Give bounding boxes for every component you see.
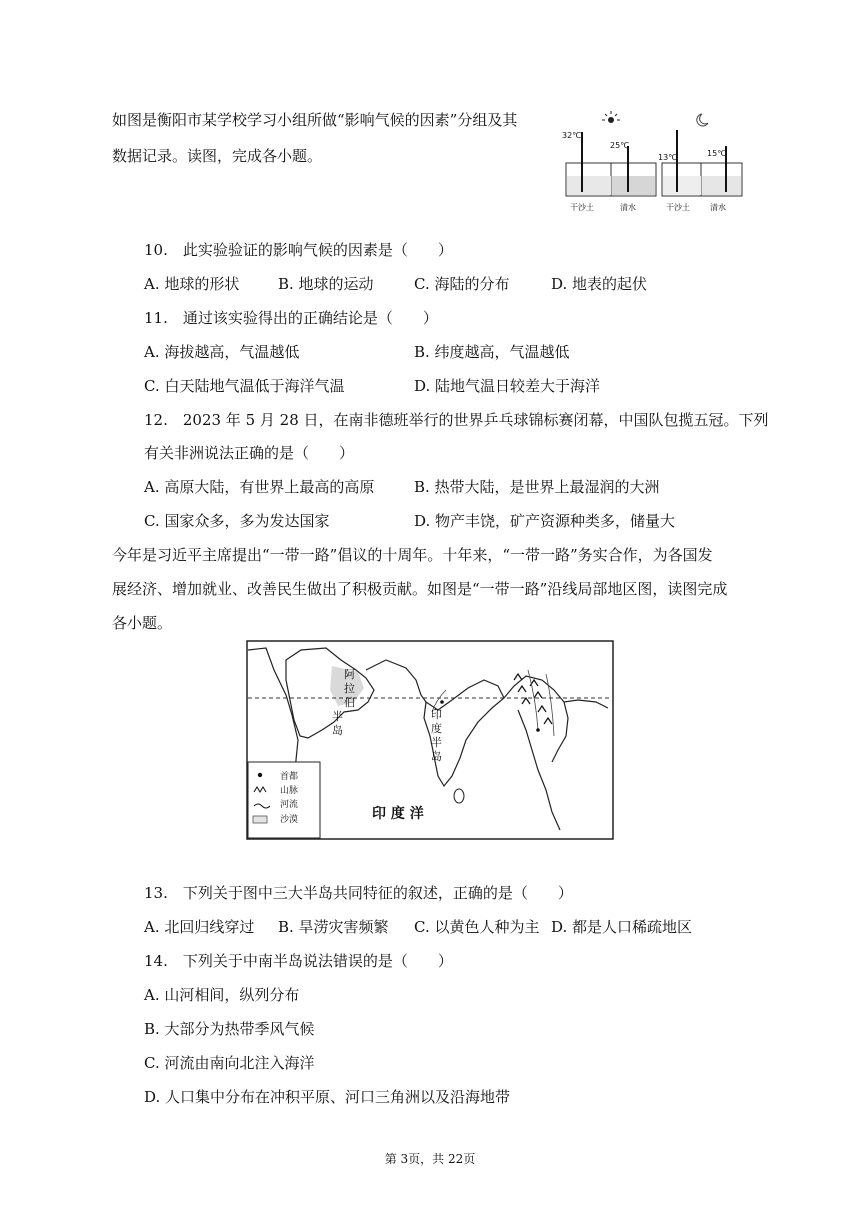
question-13-option-c: C. 以黄色人种为主 [414, 918, 540, 936]
capital-marker [536, 728, 540, 732]
intro-paragraph-2-line-2: 展经济、增加就业、改善民生做出了积极贡献。如图是“一带一路”沿线局部地区图，读图完成 [112, 580, 728, 598]
question-13-option-a: A. 北回归线穿过 [144, 918, 255, 936]
container-label: 清水 [710, 203, 726, 212]
legend-label: 首都 [280, 772, 299, 782]
question-10-option-d: D. 地表的起伏 [551, 275, 648, 293]
question-13-option-b: B. 旱涝灾害频繁 [278, 918, 389, 936]
question-11-option-b: B. 纬度越高，气温越低 [414, 343, 570, 361]
question-10-option-a: A. 地球的形状 [144, 275, 240, 293]
question-10-stem: 10. 此实验验证的影响气候的因素是（ ） [144, 241, 453, 259]
question-10-option-c: C. 海陆的分布 [414, 275, 510, 293]
temp-label: 13℃ [658, 153, 678, 162]
label-arabian-peninsula: 阿 拉 伯 半 岛 [332, 668, 355, 737]
question-13-stem: 13. 下列关于图中三大半岛共同特征的叙述，正确的是（ ） [144, 884, 573, 902]
question-11-option-a: A. 海拔越高，气温越低 [144, 343, 300, 361]
question-12-option-d: D. 物产丰饶，矿产资源种类多，储量大 [414, 512, 676, 530]
container-label: 干沙土 [570, 203, 594, 212]
legend-label: 河流 [280, 800, 299, 810]
temp-label: 25℃ [610, 141, 630, 150]
question-10-option-b: B. 地球的运动 [278, 275, 374, 293]
temp-label: 32℃ [562, 131, 582, 140]
question-14-stem: 14. 下列关于中南半岛说法错误的是（ ） [144, 952, 453, 970]
sun-icon [608, 117, 614, 123]
experiment-figure [558, 108, 748, 223]
page-footer [0, 1150, 860, 1167]
legend-desert-icon [253, 816, 267, 823]
question-12-option-c: C. 国家众多，多为发达国家 [144, 512, 330, 530]
question-11-option-c: C. 白天陆地气温低于海洋气温 [144, 377, 345, 395]
capital-marker [440, 700, 444, 704]
page-number: 第 3页，共 22页 [384, 1152, 476, 1166]
label-indian-peninsula: 印 度 半 岛 [431, 708, 442, 763]
intro-paragraph-2-line-1: 今年是习近平主席提出“一带一路”倡议的十周年。十年来，“一带一路”务实合作，为各国发 [112, 546, 713, 564]
question-11-stem: 11. 通过该实验得出的正确结论是（ ） [144, 309, 438, 327]
question-14-option-b: B. 大部分为热带季风气候 [144, 1020, 315, 1038]
question-14-option-a: A. 山河相间，纵列分布 [144, 986, 300, 1004]
container-label: 清水 [620, 203, 636, 212]
belt-and-road-map [246, 640, 614, 840]
question-14-option-d: D. 人口集中分布在冲积平原、河口三角洲以及沿海地带 [144, 1088, 511, 1106]
legend-label: 山脉 [280, 786, 299, 796]
container-label: 干沙土 [666, 203, 690, 212]
intro-paragraph-1-line-2: 数据记录。读图，完成各小题。 [112, 147, 323, 165]
question-13-option-d: D. 都是人口稀疏地区 [551, 918, 693, 936]
intro-paragraph-2-line-3: 各小题。 [112, 614, 173, 632]
moon-icon [697, 114, 708, 126]
question-11-option-d: D. 陆地气温日较差大于海洋 [414, 377, 601, 395]
legend-capital-icon [258, 773, 262, 777]
question-12-option-a: A. 高原大陆，有世界上最高的高原 [144, 478, 375, 496]
temp-label: 15℃ [707, 149, 727, 158]
question-14-option-c: C. 河流由南向北注入海洋 [144, 1054, 315, 1072]
label-indian-ocean: 印 度 洋 [372, 806, 424, 822]
intro-paragraph-1-line-1: 如图是衡阳市某学校学习小组所做“影响气候的因素”分组及其 [112, 111, 518, 129]
legend-label: 沙漠 [280, 815, 299, 825]
question-12-option-b: B. 热带大陆，是世界上最湿润的大洲 [414, 478, 660, 496]
question-12-stem-line-1: 12. 2023 年 5 月 28 日，在南非德班举行的世界乒乓球锦标赛闭幕，中国队包揽五冠。下列 [144, 411, 769, 429]
question-12-stem-line-2: 有关非洲说法正确的是（ ） [144, 444, 355, 462]
